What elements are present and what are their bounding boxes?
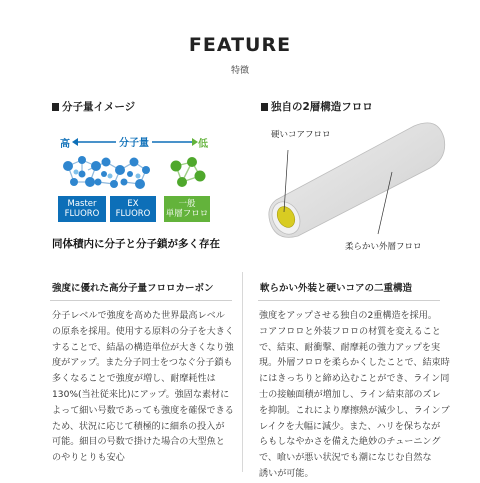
body-line: レイクを大幅に減少。また、ハリを保ちなが	[259, 421, 441, 432]
body-line: コアフロロと外装フロロの材質を変えること	[259, 326, 441, 337]
left-column-body	[52, 309, 234, 467]
body-line: を抑制。これにより摩擦熱が減少し、ラインブ	[259, 405, 450, 416]
body-line: 多くなることで強度が増し、耐摩耗性は	[52, 374, 216, 385]
body-line: 130%(当社従来比)にアップ。強固な素材に	[52, 389, 230, 400]
body-line: らもしなやかさを備えた絶妙のチューニング	[259, 437, 441, 448]
page-subtitle: 特徴	[230, 66, 249, 76]
core-label: 硬いコアフロロ	[271, 130, 331, 140]
arrow-high-label: 高	[60, 139, 70, 150]
badge-general-single-layer: 一般 単層フロロ	[164, 196, 210, 222]
body-line: にはきっちりと締め込むことができ、ライン同	[259, 374, 450, 385]
square-bullet-icon	[52, 103, 59, 111]
body-line: で、結束、耐衝撃、耐摩耗の強力アップを実	[259, 342, 441, 353]
arrow-mid-label: 分子量	[116, 134, 152, 149]
molecular-caption: 同体積内に分子と分子鎖が多く存在	[52, 238, 220, 250]
body-line: のやりとりも安心	[52, 453, 125, 464]
body-line: 度がアップ。また分子同士をつなぐ分子鎖も	[52, 358, 233, 369]
left-column-heading: 強度に優れた高分子量フロロカーボン	[52, 283, 214, 294]
right-column-heading: 軟らかい外装と硬いコアの二重構造	[260, 283, 413, 294]
badge-ex-fluoro: EX FLUORO	[110, 196, 156, 222]
right-column-body	[259, 309, 450, 483]
molecular-weight-heading	[52, 99, 135, 114]
square-bullet-icon	[261, 103, 268, 111]
two-layer-heading	[261, 99, 373, 114]
arrow-low-label: 低	[198, 139, 208, 150]
body-line: 可能。細目の号数で掛けた場合の大型魚と	[52, 437, 225, 448]
badge-master-fluoro: Master FLUORO	[58, 196, 106, 222]
body-line: 士の接触面積が増加し、ライン結束部のズレ	[259, 389, 441, 400]
left-column-divider	[50, 300, 232, 301]
body-line: 誘いが可能。	[259, 468, 314, 479]
body-line: 現。外層フロロを柔らかくしたことで、結束時	[259, 358, 450, 369]
body-line: 分子レベルで強度を高めた世界最高レベル	[52, 311, 225, 321]
body-line: 強度をアップさせる独自の2重構造を採用。	[259, 311, 437, 321]
outer-label: 柔らかい外層フロロ	[345, 242, 422, 252]
two-layer-heading-text: 独自の2層構造フロロ	[271, 101, 373, 113]
column-separator	[242, 272, 243, 472]
right-column-divider	[258, 300, 440, 301]
molecule-illustration	[58, 152, 228, 232]
body-line: で、喰いが悪い状況でも潮になじむ自然な	[259, 453, 432, 464]
body-line: の原糸を採用。使用する原料の分子を大きく	[52, 326, 234, 337]
page-title: FEATURE	[188, 34, 292, 56]
body-line: よって細い号数であっても強度を確保できる	[52, 405, 234, 416]
body-line: ため、状況に応じて積極的に細糸の投入が	[52, 421, 225, 432]
molecular-weight-heading-text: 分子量イメージ	[62, 101, 136, 113]
body-line: することで、結晶の構造単位が大きくなり強	[52, 342, 234, 353]
